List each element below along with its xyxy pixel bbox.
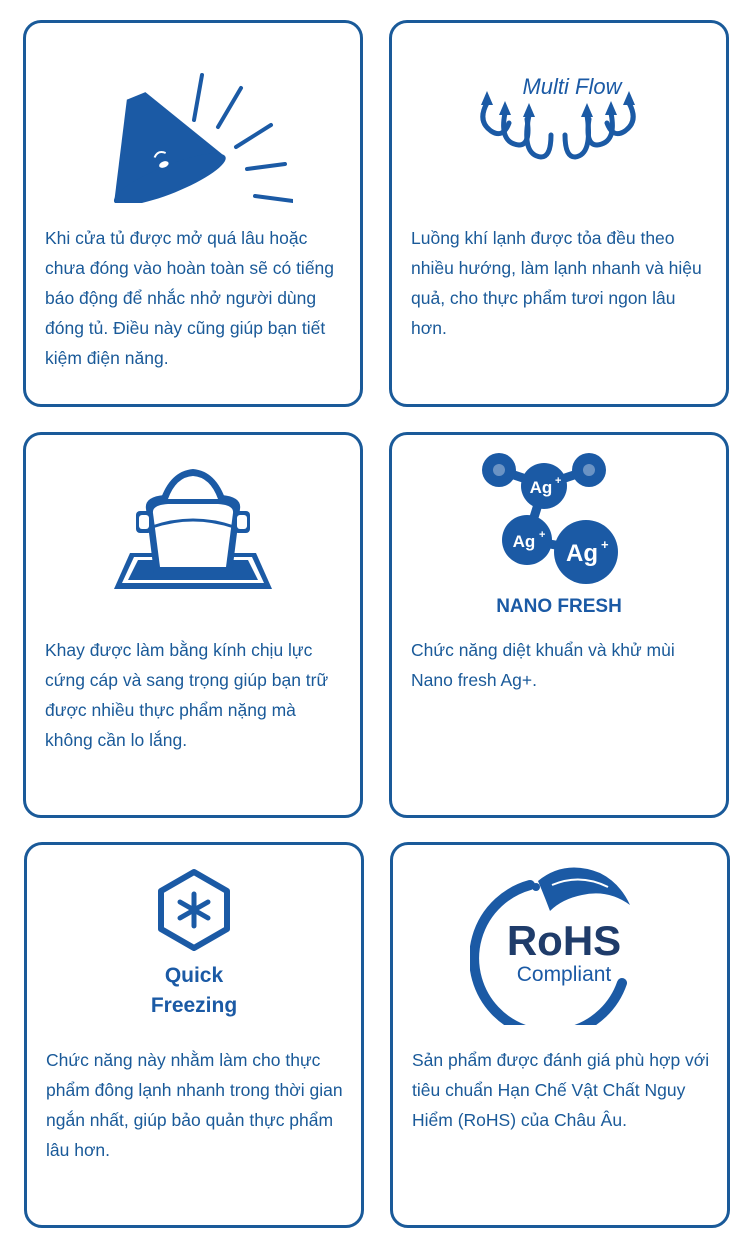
multi-flow-icon — [392, 23, 726, 213]
feature-description: Khi cửa tủ được mở quá lâu hoặc chưa đóng vào hoàn toàn sẽ có tiếng báo động để nhắc nhở người dùng đóng tủ. Điều này cũng giúp bạn tiết kiệm điện năng. — [45, 228, 335, 368]
feature-card-multi-flow — [389, 20, 729, 407]
quick-freezing-icon — [27, 845, 361, 1035]
feature-card-quick-freezing — [24, 842, 364, 1228]
freezing-label: Freezing — [150, 994, 238, 1017]
feature-card-nano-fresh — [389, 432, 729, 818]
feature-description: Sản phẩm được đánh giá phù hợp với tiêu chuẩn Hạn Chế Vật Chất Nguy Hiểm (RoHS) của Châu Âu. — [412, 1050, 710, 1130]
feature-description: Chức năng diệt khuẩn và khử mùi Nano fresh Ag+. — [411, 640, 675, 690]
nano-fresh-label: NANO FRESH — [496, 596, 622, 617]
svg-text:+: + — [601, 537, 609, 552]
nano-fresh-icon — [392, 435, 726, 625]
rohs-compliant-icon — [393, 845, 727, 1035]
rohs-label: RoHS — [506, 917, 622, 964]
molecule-label: Ag — [566, 540, 598, 567]
feature-description: Khay được làm bằng kính chịu lực cứng cáp và sang trọng giúp bạn trữ được nhiều thực phẩm nặng mà không cần lo lắng. — [45, 640, 329, 750]
feature-card-rohs — [390, 842, 730, 1228]
feature-card-door-alarm — [23, 20, 363, 407]
molecule-label: Ag — [512, 532, 536, 551]
svg-text:+: + — [555, 475, 562, 487]
feature-description: Luồng khí lạnh được tỏa đều theo nhiều hướng, làm lạnh nhanh và hiệu quả, cho thực phẩm tươi ngon lâu hơn. — [411, 228, 702, 338]
svg-text:+: + — [539, 529, 546, 541]
alarm-speaker-icon — [26, 23, 360, 213]
feature-card-glass-shelf — [23, 432, 363, 818]
glass-shelf-icon — [26, 435, 360, 625]
feature-description: Chức năng này nhằm làm cho thực phẩm đông lạnh nhanh trong thời gian ngắn nhất, giúp bảo quản thực phẩm lâu hơn. — [46, 1050, 343, 1160]
quick-label: Quick — [164, 964, 224, 987]
multi-flow-label: Multi Flow — [522, 74, 622, 99]
compliant-label: Compliant — [516, 963, 612, 986]
molecule-label: Ag — [529, 478, 553, 497]
